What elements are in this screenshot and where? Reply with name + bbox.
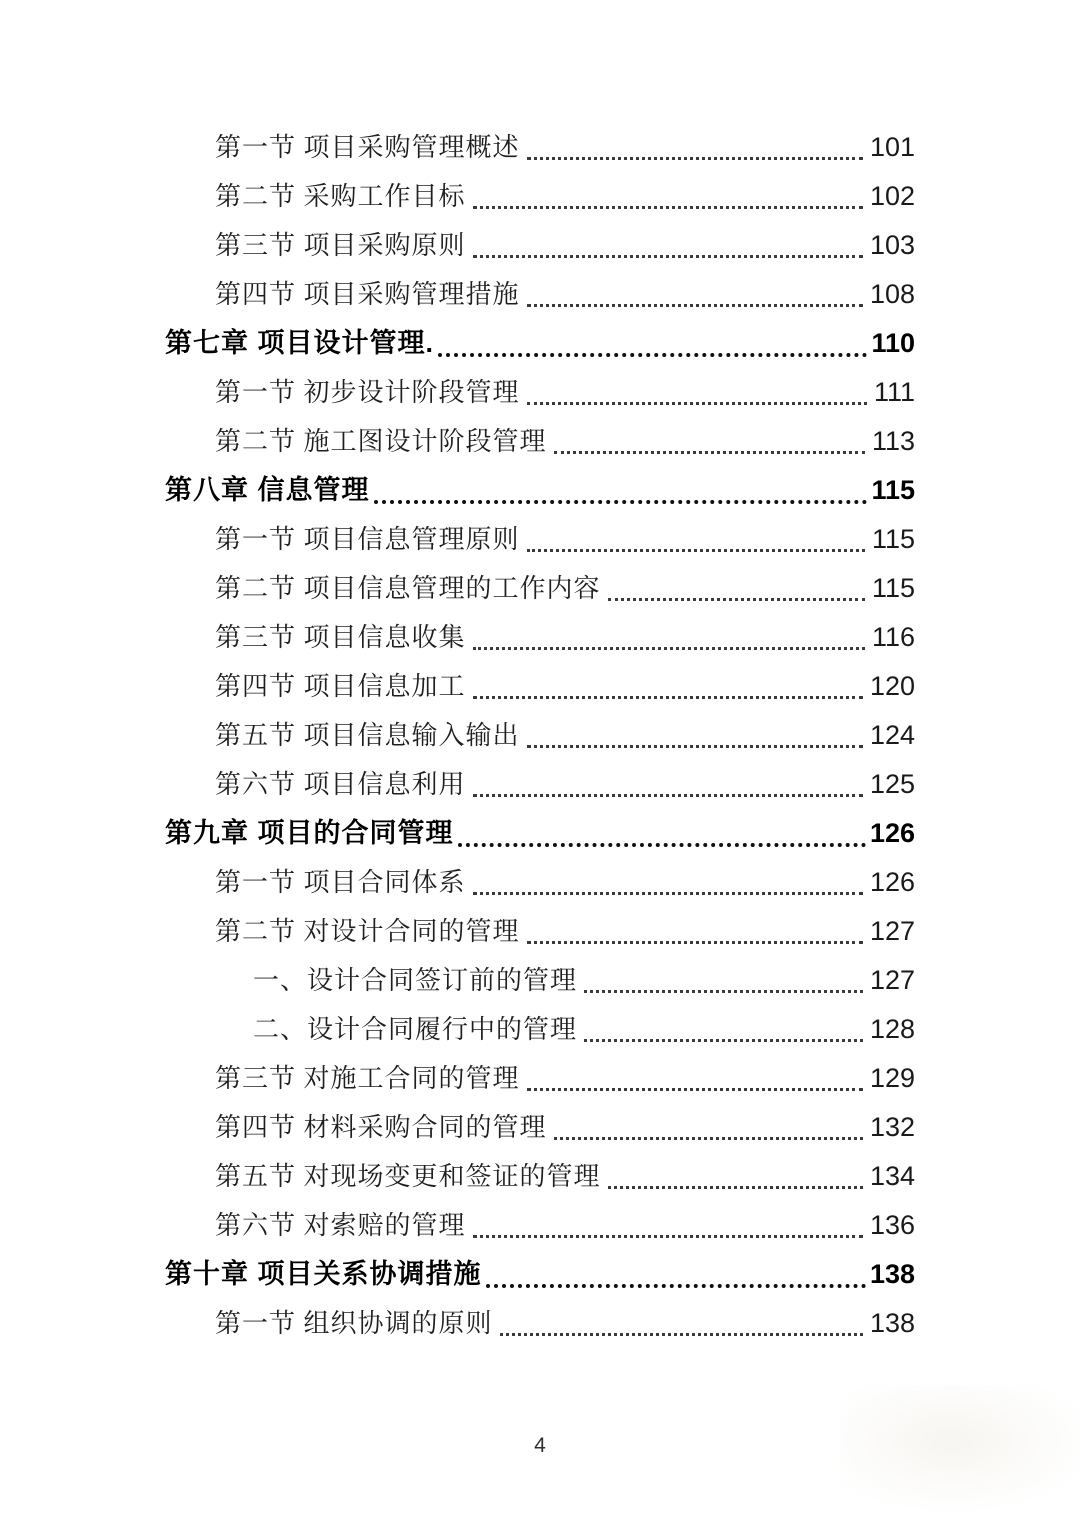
toc-entry-label: 第六节 对索赔的管理 <box>215 1211 466 1240</box>
toc-entry-page: 138 <box>869 1308 915 1338</box>
toc-entry[interactable] <box>165 466 915 515</box>
leader-dots <box>466 858 870 907</box>
leader-dots <box>466 662 870 711</box>
leader-dots <box>520 368 874 417</box>
toc-entry[interactable] <box>165 760 915 809</box>
leader-dots <box>466 172 870 221</box>
toc-entry-label: 第五节 项目信息输入输出 <box>215 721 520 750</box>
toc-entry-page: 124 <box>869 720 915 750</box>
toc-entry-label: 第十章 项目关系协调措施 <box>165 1259 482 1289</box>
toc-entry[interactable] <box>165 809 915 858</box>
toc-entry[interactable] <box>165 270 915 319</box>
toc-entry-page: 134 <box>869 1161 915 1191</box>
toc-entry[interactable] <box>165 1201 915 1250</box>
toc-entry-page: 138 <box>869 1259 915 1289</box>
toc-entry-label: 第二节 项目信息管理的工作内容 <box>215 574 601 603</box>
leader-dots <box>466 613 872 662</box>
toc-entry-page: 127 <box>869 965 915 995</box>
toc-entry-label: 二、设计合同履行中的管理 <box>253 1015 578 1044</box>
toc-entry[interactable] <box>165 1005 915 1054</box>
toc-entry-page: 115 <box>871 573 915 603</box>
toc-entry-page: 127 <box>869 916 915 946</box>
toc-entry[interactable] <box>165 172 915 221</box>
toc-entry[interactable] <box>165 907 915 956</box>
toc-entry[interactable] <box>165 319 915 368</box>
leader-dots <box>370 466 872 515</box>
toc-entry-label: 第七章 项目设计管理. <box>165 328 435 358</box>
leader-dots <box>434 319 871 368</box>
toc-entry-page: 116 <box>871 622 915 652</box>
toc-entry[interactable] <box>165 564 915 613</box>
toc-list <box>165 123 915 1348</box>
toc-entry-label: 第六节 项目信息利用 <box>215 770 466 799</box>
toc-entry[interactable] <box>165 1250 915 1299</box>
toc-entry-page: 108 <box>869 279 915 309</box>
toc-entry-label: 第九章 项目的合同管理 <box>165 818 454 848</box>
toc-entry[interactable] <box>165 515 915 564</box>
toc-entry[interactable] <box>165 613 915 662</box>
toc-entry[interactable] <box>165 1152 915 1201</box>
toc-entry-label: 第八章 信息管理 <box>165 475 370 505</box>
leader-dots <box>547 1103 870 1152</box>
toc-entry-page: 113 <box>871 426 915 456</box>
toc-entry-page: 125 <box>869 769 915 799</box>
page-number: 4 <box>534 1434 546 1457</box>
leader-dots <box>577 956 870 1005</box>
leader-dots <box>520 515 872 564</box>
toc-entry-page: 120 <box>869 671 915 701</box>
toc-entry-label: 第三节 项目采购原则 <box>215 231 466 260</box>
toc-entry[interactable] <box>165 1054 915 1103</box>
leader-dots <box>601 1152 870 1201</box>
toc-entry-label: 第三节 项目信息收集 <box>215 623 466 652</box>
leader-dots <box>577 1005 870 1054</box>
leader-dots <box>601 564 872 613</box>
toc-entry-label: 第四节 项目采购管理措施 <box>215 280 520 309</box>
toc-entry[interactable] <box>165 662 915 711</box>
toc-entry[interactable] <box>165 221 915 270</box>
toc-entry-page: 128 <box>869 1014 915 1044</box>
toc-entry-label: 一、设计合同签订前的管理 <box>253 966 578 995</box>
leader-dots <box>520 1054 870 1103</box>
leader-dots <box>520 907 870 956</box>
toc-entry-label: 第二节 施工图设计阶段管理 <box>215 427 547 456</box>
toc-entry-label: 第二节 对设计合同的管理 <box>215 917 520 946</box>
toc-entry[interactable] <box>165 368 915 417</box>
toc-entry-page: 111 <box>873 377 915 407</box>
toc-entry[interactable] <box>165 711 915 760</box>
toc-entry[interactable] <box>165 1103 915 1152</box>
toc-entry-page: 115 <box>871 524 915 554</box>
toc-entry-page: 136 <box>869 1210 915 1240</box>
toc-entry-label: 第四节 材料采购合同的管理 <box>215 1113 547 1142</box>
toc-entry-page: 115 <box>871 475 915 505</box>
toc-entry-page: 126 <box>869 867 915 897</box>
toc-entry-page: 110 <box>871 328 915 358</box>
leader-dots <box>520 711 870 760</box>
leader-dots <box>454 809 870 858</box>
toc-entry[interactable] <box>165 956 915 1005</box>
toc-entry[interactable] <box>165 417 915 466</box>
leader-dots <box>520 123 870 172</box>
toc-entry[interactable] <box>165 123 915 172</box>
toc-entry-page: 129 <box>869 1063 915 1093</box>
toc-entry-label: 第二节 采购工作目标 <box>215 182 466 211</box>
toc-entry-label: 第一节 组织协调的原则 <box>215 1309 493 1338</box>
toc-entry[interactable] <box>165 858 915 907</box>
leader-dots <box>466 221 870 270</box>
toc-entry-page: 126 <box>869 818 915 848</box>
leader-dots <box>466 1201 870 1250</box>
toc-entry-page: 103 <box>869 230 915 260</box>
leader-dots <box>466 760 870 809</box>
leader-dots <box>547 417 872 466</box>
toc-entry-label: 第五节 对现场变更和签证的管理 <box>215 1162 601 1191</box>
toc-entry-label: 第一节 项目信息管理原则 <box>215 525 520 554</box>
toc-entry-label: 第四节 项目信息加工 <box>215 672 466 701</box>
toc-entry-page: 132 <box>869 1112 915 1142</box>
toc-entry-label: 第三节 对施工合同的管理 <box>215 1064 520 1093</box>
toc-entry-page: 101 <box>869 132 915 162</box>
leader-dots <box>493 1299 870 1348</box>
toc-entry-page: 102 <box>869 181 915 211</box>
leader-dots <box>482 1250 870 1299</box>
toc-entry-label: 第一节 项目合同体系 <box>215 868 466 897</box>
toc-entry[interactable] <box>165 1299 915 1348</box>
toc-entry-label: 第一节 项目采购管理概述 <box>215 133 520 162</box>
toc-entry-label: 第一节 初步设计阶段管理 <box>215 378 520 407</box>
leader-dots <box>520 270 870 319</box>
